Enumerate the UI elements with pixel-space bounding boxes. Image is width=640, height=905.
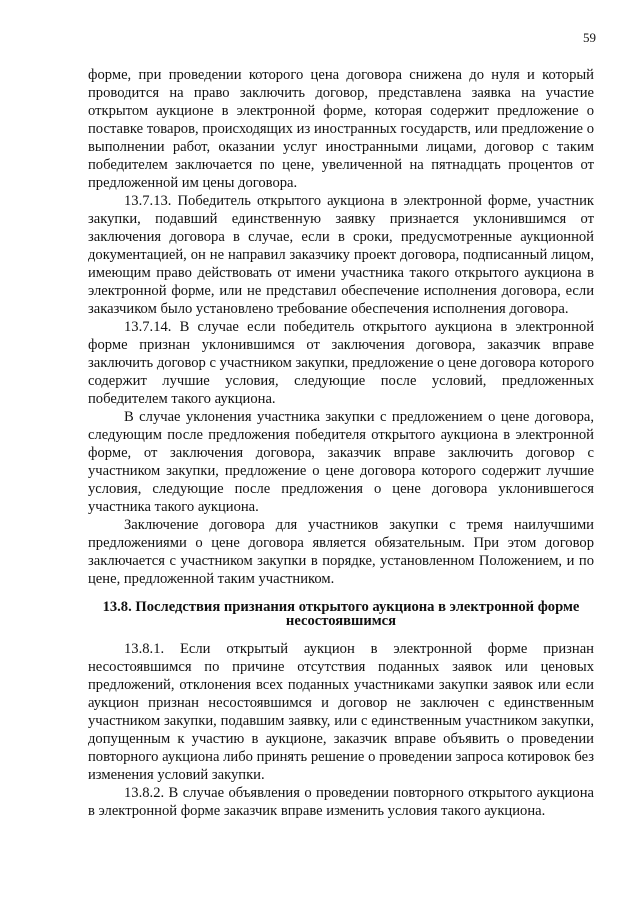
paragraph-continuation: форме, при проведении которого цена договора снижена до нуля и который проводится на право заключить договор, представлена заявка на участие открытом аукционе в электронной форме, которая содержит предложение о поставке товаров, происходящих из иностранных государств, или предложение о выполнении работ, оказании услуг иностранными лицами, договор с таким победителем заключается по цене, увеличенной на пятнадцать процентов от предложенной им цены договора.: [88, 67, 594, 191]
paragraph-13-8-2: 13.8.2. В случае объявления о проведении повторного открытого аукциона в электронной форме заказчик вправе изменить условия такого аукциона.: [88, 785, 594, 819]
paragraph-13-8-1: 13.8.1. Если открытый аукцион в электронной форме признан несостоявшимся по причине отсутствия поданных заявок или ценовых предложений, отклонения всех поданных участниками закупки заявок или если аукцион признан несостоявшимся и договор не заключен с единственным участником закупки, подавшим заявку, или с единственным участником закупки, допущенным к участию в аукционе, заказчик вправе объявить о проведении повторного аукциона либо принять решение о проведении запроса котировок без изменения условий закупки.: [88, 641, 594, 783]
paragraph-13-7-14: 13.7.14. В случае если победитель открытого аукциона в электронной форме признан уклонившимся от заключения договора, заказчик вправе заключить договор с участником закупки, предложение о цене договора которого содержит лучшие условия, следующие после условий, предложенных победителем такого аукциона.: [88, 319, 594, 407]
paragraph-evasion: В случае уклонения участника закупки с предложением о цене договора, следующим после предложения победителя открытого аукциона в электронной форме, от заключения договора, заказчик вправе заключить договор с участником закупки, предложение о цене договора которого содержит лучшие условия, следующие после предложения о цене договора уклонившегося участника такого аукциона.: [88, 409, 594, 515]
section-heading-line-1: 13.8. Последствия признания открытого аукциона в электронной форме: [102, 599, 580, 615]
page-number: 59: [583, 30, 596, 45]
paragraph-mandatory-conclusion: Заключение договора для участников закупки с тремя наилучшими предложениями о цене договора является обязательным. При этом договор заключается с участником закупки в порядке, установленном Положением, и по цене, предложенной таким участником.: [88, 517, 594, 587]
paragraph-13-7-13: 13.7.13. Победитель открытого аукциона в электронной форме, участник закупки, подавший единственную заявку признается уклонившимся от заключения договора в случае, если в сроки, предусмотренные аукционной документацией, он не направил заказчику проект договора, подписанный лицом, имеющим право действовать от имени участника такого открытого аукциона в электронной форме, или не представил обеспечение исполнения договора, если заказчиком было установлено требование обеспечения исполнения договора.: [88, 193, 594, 317]
section-heading-13-8: [88, 600, 594, 628]
document-body: [88, 66, 594, 820]
section-heading-line-2: несостоявшимся: [285, 613, 397, 629]
